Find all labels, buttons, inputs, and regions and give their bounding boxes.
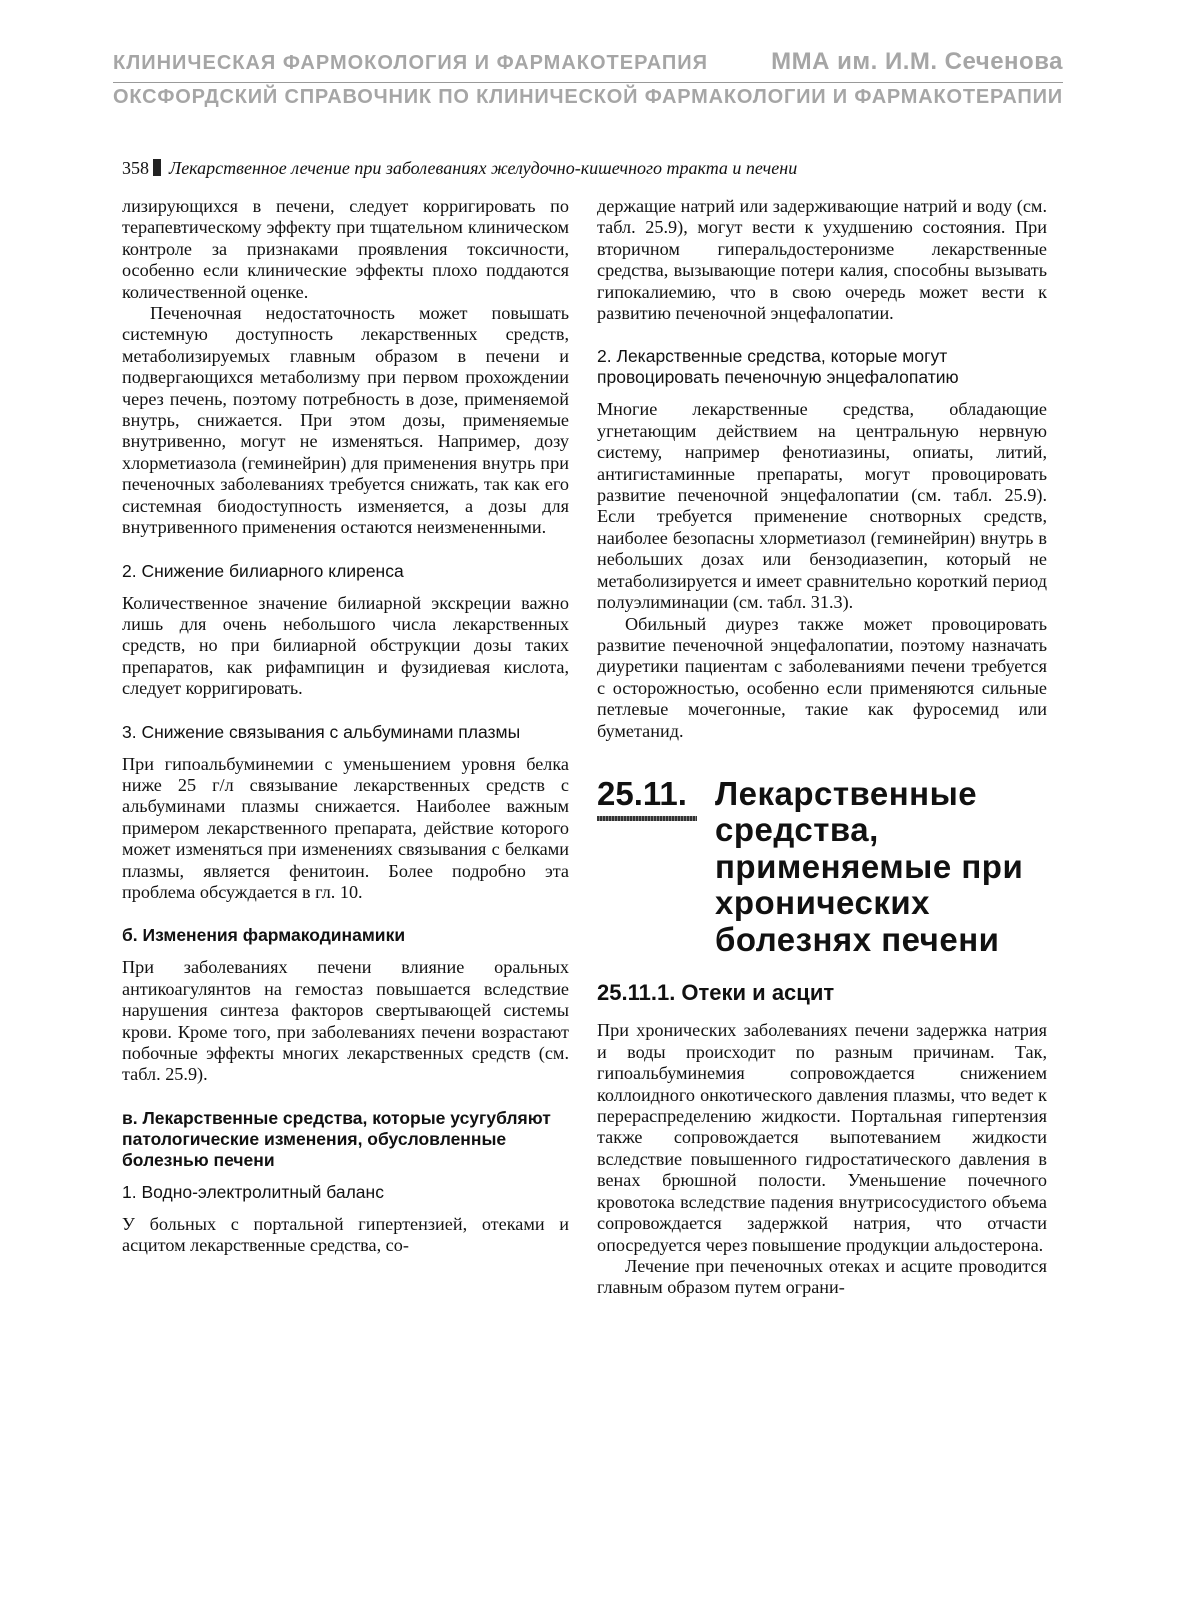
heading-encephalopathy: 2. Лекарственные средства, которые могут провоцировать печеночную энцефалопатию <box>597 346 959 388</box>
running-head-right: ММА им. И.М. Сеченова <box>771 48 1063 75</box>
running-head <box>113 48 1063 83</box>
section-title: Лекарственные средства, применяемые при хронических болезнях печени <box>715 774 1024 958</box>
heading-albumin-binding: 3. Снижение связывания с альбуминами плазмы <box>122 721 521 742</box>
running-title: Лекарственное лечение при заболеваниях желудочно-кишечного тракта и печени <box>169 158 798 178</box>
left-column <box>122 196 569 1257</box>
paragraph: Многие лекарственные средства, обладающие угнетающим действием на центральную нервную систему, например фенотиазины, опиаты, литий, антигистаминные препараты, могут провоцировать развитие печеночной энцефалопатии (см. табл. 25.9). Если требуется применение снотворных средств, наиболее безопасны хлорметиазол (геминейрин) внутрь в небольших дозах или бензодиазепин, который не метаболизируется и имеет сравнительно короткий период полуэлиминации (см. табл. 31.3). <box>597 399 1047 613</box>
heading-water-electrolyte: 1. Водно-электролитный баланс <box>122 1181 384 1202</box>
heading-biliary-clearance: 2. Снижение билиарного клиренса <box>122 560 404 581</box>
paragraph: Печеночная недостаточность может повышать системную доступность лекарственных средств, метаболизируемых главным образом в печени и подвергающихся метаболизму при первом прохождении через печень, поэтому потребность в дозе, применяемой внутрь, снижается. При этом дозы, применяемые внутривенно, могут не изменяться. Например, дозу хлорметиазола (геминейрин) для применения внутрь при печеночных заболеваниях требуется снижать, так как его системная биодоступность изменяется, а дозы для внутривенного применения остаются неизмененными. <box>122 303 569 538</box>
paragraph: Лечение при печеночных отеках и асците проводится главным образом путем ограни- <box>597 1255 1047 1298</box>
page-number: 358 <box>122 158 149 178</box>
paragraph: держащие натрий или задерживающие натрий и воду (см. табл. 25.9), могут вести к ухудшению состояния. При вторичном гиперальдостеронизме лекарственные средства, вызывающие потери калия, способны вызывать гипокалиемию, что в свою очередь может вести к развитию печеночной энцефалопатии. <box>597 196 1047 324</box>
paragraph: При заболеваниях печени влияние оральных антикоагулянтов на гемостаз повышается вследствие нарушения синтеза факторов свертывающей системы крови. Кроме того, при заболеваниях печени возрастают побочные эффекты многих лекарственных средств (см. табл. 25.9). <box>122 957 569 1085</box>
heading-aggravating-drugs: в. Лекарственные средства, которые усугубляют патологические изменения, обусловленные болезнью печени <box>122 1107 551 1170</box>
paragraph: При гипоальбуминемии с уменьшением уровня белка ниже 25 г/л связывание лекарственных средств с альбуминами плазмы снижается. Наиболее важным примером лекарственного препарата, действие которого может изменяться при изменениях связывания с белками плазмы, является фенитоин. Более подробно эта проблема обсуждается в гл. 10. <box>122 753 569 902</box>
paragraph: У больных с портальной гипертензией, отеками и асцитом лекарственные средства, со- <box>122 1213 569 1256</box>
section-number-block <box>597 776 715 959</box>
paragraph: При хронических заболеваниях печени задержка натрия и воды происходит по разным причинам. Так, гипоальбуминемия сопровождается снижением коллоидного онкотического давления плазмы, что ведет к перераспределению жидкости. Портальная гипертензия также сопровождается выпотеванием жидкости вследствие повышенного гидростатического давления в венах брюшной полости. Уменьшение почечного кровотока вследствие падения внутрисосудистого объема сопровождается задержкой натрия, что отчасти опосредуется через повышение продукции альдостерона. <box>597 1020 1047 1255</box>
running-head-subtitle: ОКСФОРДСКИЙ СПРАВОЧНИК ПО КЛИНИЧЕСКОЙ ФАРМАКОЛОГИИ И ФАРМАКОТЕРАПИИ <box>113 86 1063 108</box>
page-header <box>122 158 1062 179</box>
section-heading <box>597 776 1047 959</box>
heading-pharmacodynamics: б. Изменения фармакодинамики <box>122 925 406 946</box>
paragraph: Количественное значение билиарной экскреции важно лишь для очень небольшого числа лекарственных средств, но при билиарной обструкции дозы таких препаратов, как рифампицин и фузидиевая кислота, следует корригировать. <box>122 592 569 699</box>
paragraph: Обильный диурез также может провоцировать развитие печеночной энцефалопатии, поэтому назначать диуретики пациентам с заболеваниями печени требуется с осторожностью, особенно если применяются сильные петлевые мочегонные, такие как фуросемид или буметанид. <box>597 613 1047 741</box>
section-number: 25.11. <box>597 774 687 812</box>
header-divider-mark <box>153 159 161 176</box>
section-underline <box>597 816 697 821</box>
right-column <box>597 196 1047 1299</box>
running-head-left: КЛИНИЧЕСКАЯ ФАРМОКОЛОГИЯ И ФАРМАКОТЕРАПИЯ <box>113 52 708 74</box>
subsection-title: 25.11.1. Отеки и асцит <box>597 980 835 1006</box>
paragraph: лизирующихся в печени, следует корригировать по терапевтическому эффекту при тщательном клиническом контроле за признаками проявления токсичности, особенно если клинические эффекты плохо поддаются количественной оценке. <box>122 196 569 302</box>
